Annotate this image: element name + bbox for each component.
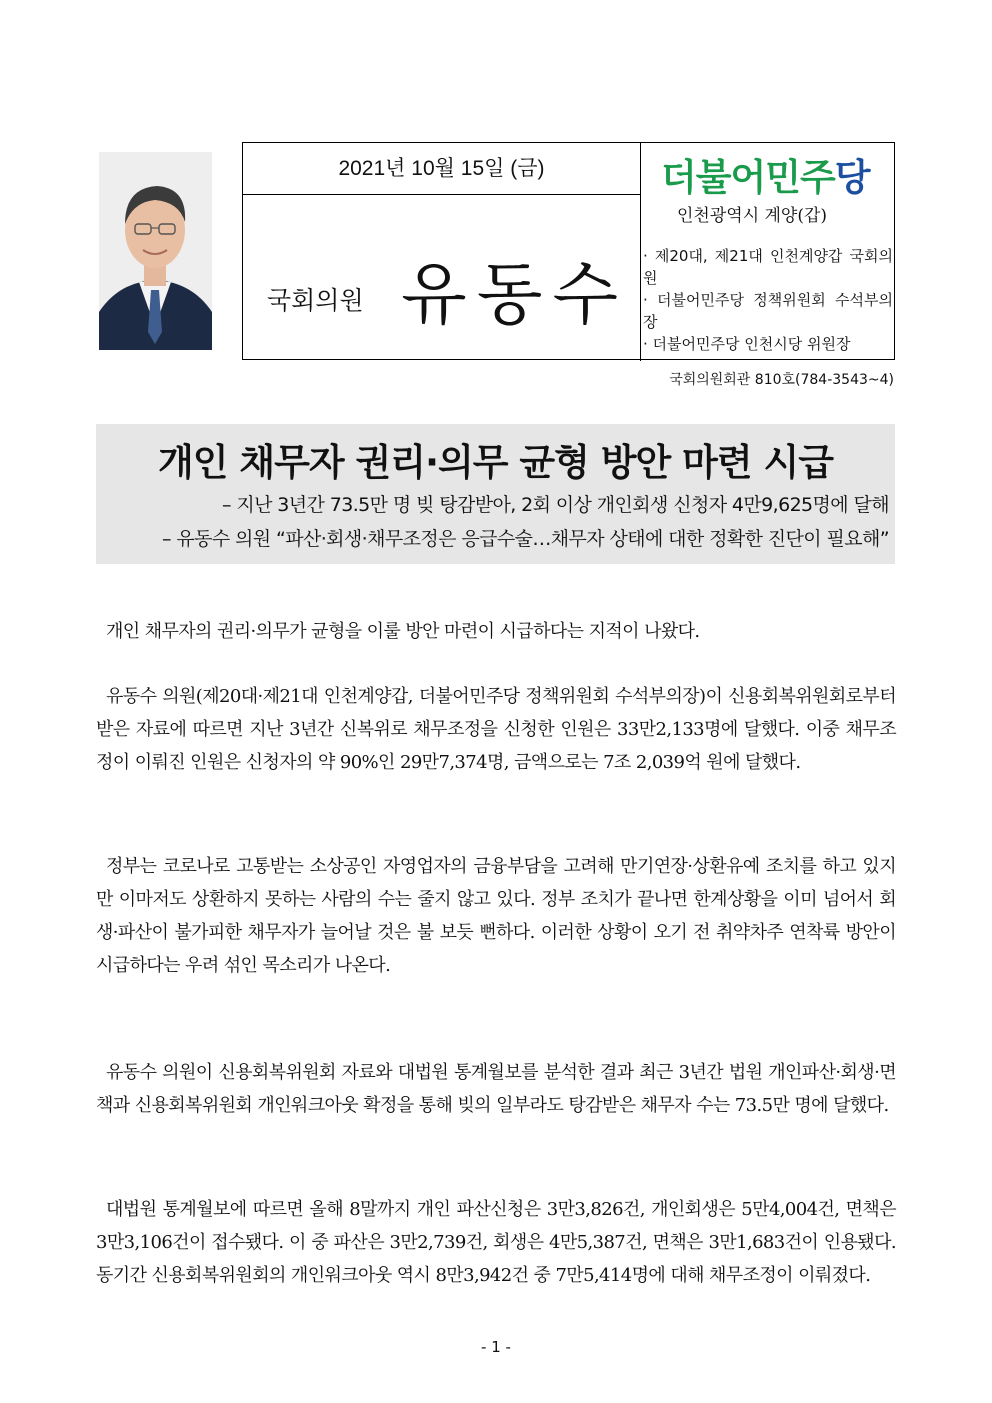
headline-title: 개인 채무자 권리·의무 균형 방안 마련 시급 <box>158 441 833 484</box>
role-item: · 더불어민주당 인천시당 위원장 <box>643 335 851 353</box>
body-paragraph <box>96 615 896 648</box>
body-paragraph <box>96 680 896 779</box>
role-item: · 더불어민주당 정책위원회 수석부의장 <box>643 291 893 331</box>
paragraph-text: 개인 채무자의 권리·의무가 균형을 이룰 방안 마련이 시급하다는 지적이 나왔다. <box>106 621 700 642</box>
paragraph-text: 대법원 통계월보에 따르면 올해 8말까지 개인 파산신청은 3만3,826건, 개인회생은 5만4,004건, 면책은 3만3,106건이 접수됐다. 이 중 파산은 3만2,739건, 회생은 4만5,387건, 면책은 3만1,683건이 인용됐다. 동기간 신용회복위원회의 개인워크아웃 역시 8만3,942건 중 7만5,414명에 대해 채무조정이 이뤄졌다. <box>96 1199 896 1286</box>
party-logo-text-accent: 당 <box>834 156 870 199</box>
lawmaker-name: 유동수 <box>401 256 629 335</box>
body-paragraph <box>96 850 896 982</box>
paragraph-text: 유동수 의원이 신용회복위원회 자료와 대법원 통계월보를 분석한 결과 최근 3년간 법원 개인파산·회생·면책과 신용회복위원회 개인워크아웃 확정을 통해 빚의 일부라도 탕감받은 채무자 수는 73.5만 명에 달했다. <box>96 1062 896 1116</box>
headline-subtitle: – 지난 3년간 73.5만 명 빚 탕감받아, 2회 이상 개인회생 신청자 4만9,625명에 달해 <box>222 494 889 516</box>
body-paragraph <box>96 1193 896 1292</box>
page-number: - 1 - <box>481 1338 511 1356</box>
title-label: 국회의원 <box>267 286 364 315</box>
headline-subtitle: – 유동수 의원 “파산·회생·채무조정은 응급수술…채무자 상태에 대한 정확한 진단이 필요해” <box>161 528 889 550</box>
paragraph-text: 유동수 의원(제20대·제21대 인천계양갑, 더불어민주당 정책위원회 수석부의장)이 신용회복위원회로부터 받은 자료에 따르면 지난 3년간 신복위로 채무조정을 신청한 인원은 33만2,133명에 달했다. 이중 채무조정이 이뤄진 인원은 신청자의 약 90%인 29만7,374명, 금액으로는 7조 2,039억 원에 달했다. <box>96 686 896 773</box>
headline-box <box>96 424 895 564</box>
roles-list <box>643 245 893 355</box>
office-info: 국회의원회관 810호(784-3543~4) <box>669 372 894 388</box>
body-paragraph <box>96 1056 896 1122</box>
press-release-date: 2021년 10월 15일 (금) <box>243 143 641 195</box>
portrait-photo <box>99 152 212 350</box>
party-panel <box>641 143 894 359</box>
header-box <box>242 142 895 360</box>
paragraph-text: 정부는 코로나로 고통받는 소상공인 자영업자의 금융부담을 고려해 만기연장·상환유예 조치를 하고 있지만 이마저도 상환하지 못하는 사람의 수는 줄지 않고 있다. 정부 조치가 끝나면 한계상황을 이미 넘어서 회생·파산이 불가피한 채무자가 늘어날 것은 불 보듯 뻔하다. 이러한 상황이 오기 전 취약차주 연착륙 방안이 시급하다는 우려 섞인 목소리가 나온다. <box>96 856 896 976</box>
party-logo-text: 더불어민주 <box>661 156 835 199</box>
party-logo <box>661 147 869 201</box>
role-item: · 제20대, 제21대 인천계양갑 국회의원 <box>643 247 893 287</box>
name-panel <box>243 195 641 361</box>
district: 인천광역시 계양(갑) <box>677 206 828 226</box>
